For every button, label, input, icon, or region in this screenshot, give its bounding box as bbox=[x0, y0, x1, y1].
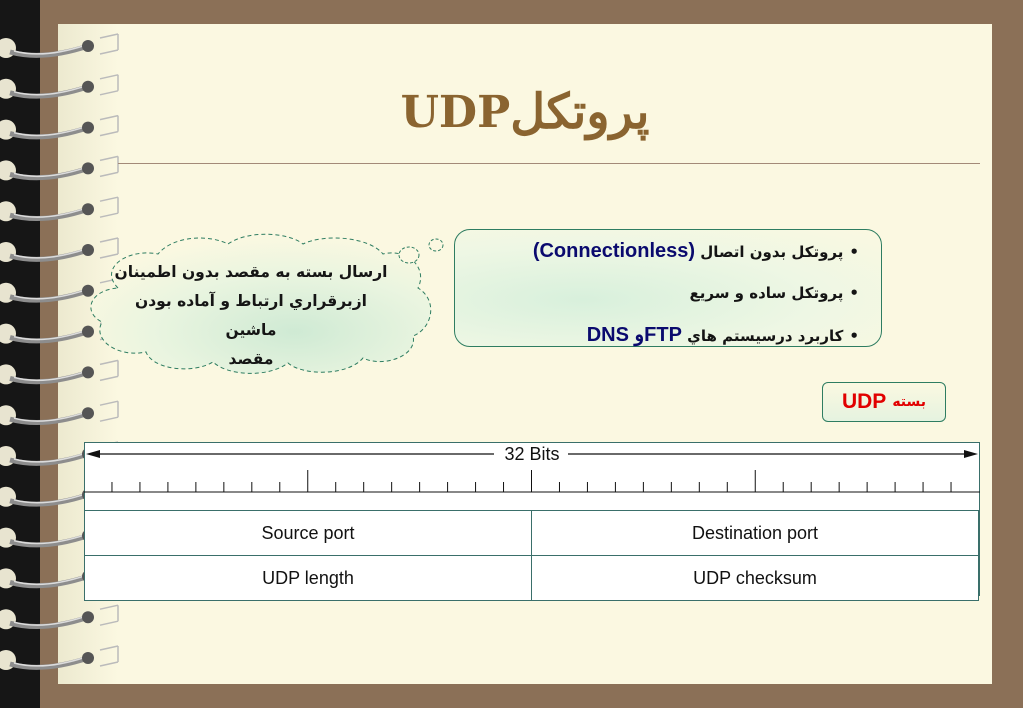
udp-label-arabic: بسته bbox=[892, 394, 927, 410]
bullet-latin: DNS وFTP bbox=[586, 324, 682, 346]
field-destination-port: Destination port bbox=[532, 511, 979, 556]
slide-title bbox=[380, 72, 670, 152]
udp-packet-label bbox=[822, 382, 946, 422]
binding-ring bbox=[0, 605, 118, 629]
bullet-marker: • bbox=[849, 284, 859, 302]
bullet-text: پروتکل بدون اتصال bbox=[700, 243, 844, 261]
field-source-port: Source port bbox=[85, 511, 532, 556]
binding-ring bbox=[0, 34, 118, 58]
binding-ring bbox=[0, 156, 118, 180]
bullet-item bbox=[533, 238, 859, 280]
feature-bullets-box bbox=[454, 229, 882, 347]
binding-ring bbox=[0, 116, 118, 140]
cloud-note-line: ازبرقراري ارتباط و آماده بودن ماشين bbox=[134, 292, 367, 339]
cloud-note-line: ارسال بسته به مقصد بدون اطمينان bbox=[114, 263, 388, 281]
udp-label-latin: UDP bbox=[841, 390, 887, 413]
bullet-item bbox=[533, 322, 859, 364]
table-row bbox=[85, 511, 979, 556]
bullet-text: پروتکل ساده و سريع bbox=[689, 284, 844, 302]
field-udp-checksum: UDP checksum bbox=[532, 556, 979, 601]
bullet-latin: (Connectionless) bbox=[532, 240, 696, 262]
field-udp-length: UDP length bbox=[85, 556, 532, 601]
binding-ring bbox=[0, 197, 118, 221]
feature-bullet-list bbox=[533, 238, 859, 364]
udp-header-table bbox=[84, 510, 979, 601]
cloud-note-text bbox=[110, 258, 392, 374]
table-row bbox=[85, 556, 979, 601]
cloud-note-line: مقصد bbox=[228, 350, 274, 368]
binding-ring bbox=[0, 401, 118, 425]
bits-width-label: 32 Bits bbox=[504, 444, 560, 464]
bullet-item bbox=[533, 280, 859, 322]
title-arabic: پروتکل bbox=[510, 84, 650, 140]
title-latin: UDP bbox=[400, 86, 511, 138]
bullet-text: کاربرد درسيستم هاي bbox=[687, 327, 844, 345]
binding-ring bbox=[0, 646, 118, 670]
binding-ring bbox=[0, 75, 118, 99]
bullet-marker: • bbox=[849, 243, 859, 261]
title-divider bbox=[118, 163, 980, 164]
bullet-marker: • bbox=[849, 327, 859, 345]
